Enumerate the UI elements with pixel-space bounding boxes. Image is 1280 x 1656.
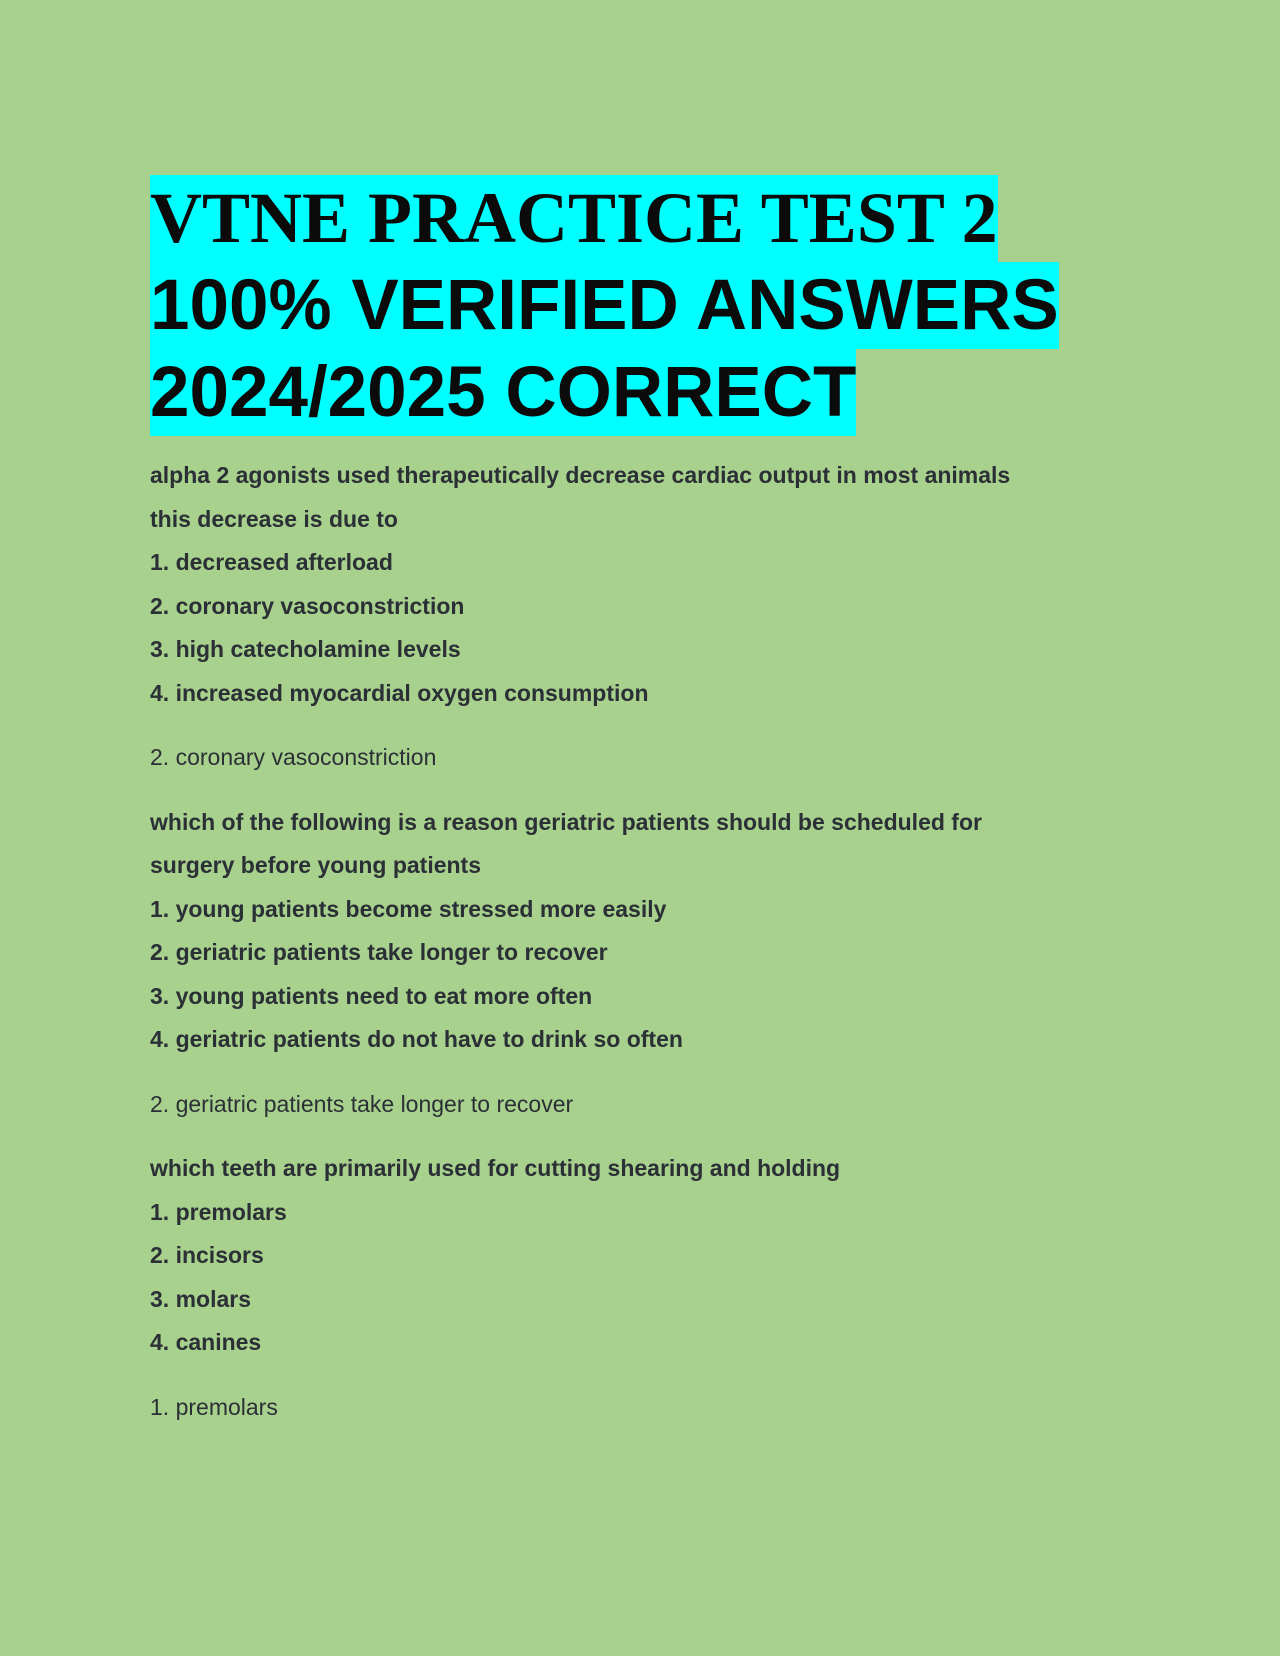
document-page <box>150 175 1150 1453</box>
question-text: which of the following is a reason geriatric patients should be scheduled for <box>150 808 982 835</box>
answer-option: 1. young patients become stressed more easily <box>150 895 667 922</box>
question-block-2 <box>150 801 1150 1127</box>
answer-option: 1. decreased afterload <box>150 549 393 575</box>
correct-answer: 2. geriatric patients take longer to recover <box>150 1090 574 1117</box>
answer-option: 2. incisors <box>150 1242 264 1268</box>
question-block-1 <box>150 454 1150 780</box>
question-block-3 <box>150 1147 1150 1429</box>
answer-option: 1. premolars <box>150 1198 287 1225</box>
answer-option: 4. geriatric patients do not have to drink so often <box>150 1026 683 1052</box>
question-text: surgery before young patients <box>150 852 482 878</box>
answer-option: 4. canines <box>150 1329 262 1355</box>
answer-option: 3. molars <box>150 1285 251 1312</box>
correct-answer: 1. premolars <box>150 1393 278 1420</box>
answer-option: 2. geriatric patients take longer to recover <box>150 939 608 965</box>
correct-answer: 2. coronary vasoconstriction <box>150 744 437 770</box>
question-text: alpha 2 agonists used therapeutically decrease cardiac output in most animals <box>150 462 1011 488</box>
answer-option: 3. high catecholamine levels <box>150 636 461 662</box>
title-line-3: 2024/2025 CORRECT <box>150 349 856 436</box>
answer-option: 2. coronary vasoconstriction <box>150 592 465 619</box>
question-text: which teeth are primarily used for cutting shearing and holding <box>150 1155 841 1181</box>
question-text: this decrease is due to <box>150 505 398 532</box>
title-line-1: VTNE PRACTICE TEST 2 <box>150 175 998 262</box>
answer-option: 3. young patients need to eat more often <box>150 982 593 1009</box>
answer-option: 4. increased myocardial oxygen consumption <box>150 679 649 706</box>
title-line-2: 100% VERIFIED ANSWERS <box>150 262 1059 349</box>
document-title <box>150 175 1150 436</box>
